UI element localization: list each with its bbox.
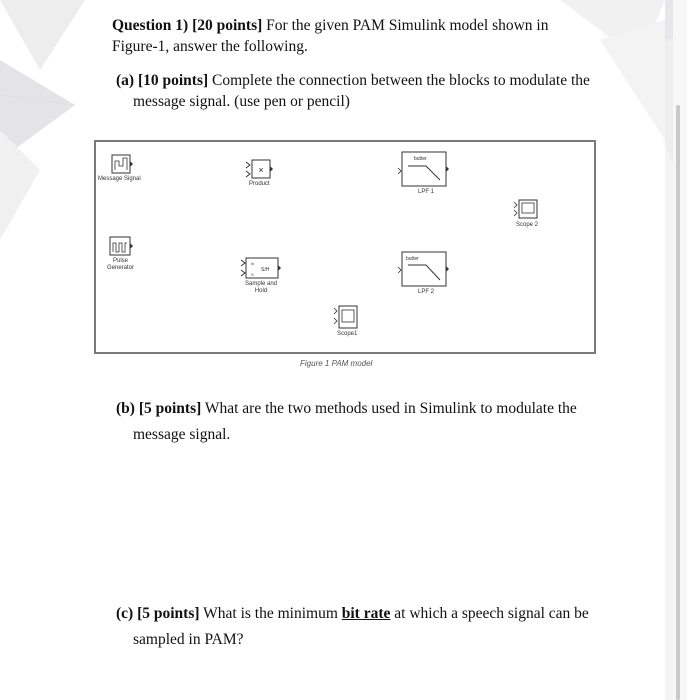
pulse-generator-label	[107, 258, 134, 272]
lpf1-block	[398, 152, 449, 186]
pulse-generator-block	[110, 237, 133, 255]
part-c-label: (c) [5 points]	[116, 605, 200, 622]
scope1-label: Scope1	[337, 331, 358, 337]
part-c	[116, 601, 606, 653]
part-c-text-before: What is the minimum	[199, 605, 342, 622]
lpf1-label: LPF 1	[418, 189, 435, 195]
question-title-text-1: For the given PAM Simulink model shown in	[262, 17, 549, 34]
sample-hold-label	[245, 281, 277, 295]
product-block	[246, 160, 273, 178]
part-c-bit-rate: bit rate	[341, 605, 391, 622]
part-b-text-1: What are the two methods used in Simulink to modulate the	[201, 400, 577, 417]
sample-hold-block	[241, 258, 281, 278]
lpf2-butter-text: butter	[406, 256, 419, 262]
part-c-text-after: at which a speech signal can be	[390, 605, 589, 622]
part-a	[116, 70, 596, 112]
message-signal-block	[112, 155, 133, 173]
pulse-generator-label-1: Pulse	[113, 258, 129, 264]
scrollbar[interactable]	[673, 0, 687, 700]
question-title-bold: Question 1) [20 points]	[112, 17, 263, 34]
scope1-block	[334, 306, 357, 328]
question-title-text-2: Figure-1, answer the following.	[112, 38, 308, 55]
product-symbol: ×	[258, 165, 264, 175]
part-a-text-1: Complete the connection between the blocks to modulate the	[208, 72, 590, 89]
question-title	[112, 15, 582, 57]
part-a-label: (a) [10 points]	[116, 72, 209, 89]
sh-s-port: S	[251, 272, 254, 277]
part-a-text-2: message signal. (use pen or pencil)	[133, 93, 350, 110]
lpf2-block	[398, 252, 449, 286]
simulink-figure	[94, 140, 596, 354]
sample-hold-label-2: Hold	[254, 288, 268, 294]
part-c-text-2: sampled in PAM?	[133, 631, 244, 648]
message-signal-label: Message Signal	[98, 176, 141, 182]
scope2-label: Scope 2	[516, 222, 539, 228]
sh-text: S/H	[261, 267, 270, 273]
scrollbar-thumb[interactable]	[676, 105, 680, 700]
scope2-block	[514, 200, 537, 218]
sample-hold-label-1: Sample and	[245, 281, 278, 287]
part-b-label: (b) [5 points]	[116, 400, 202, 417]
part-b	[116, 396, 596, 448]
figure-caption: Figure 1 PAM model	[300, 359, 373, 368]
part-b-text-2: message signal.	[133, 426, 231, 443]
simulink-diagram	[96, 142, 594, 352]
lpf1-butter-text: butter	[414, 156, 427, 162]
pulse-generator-label-2: Generator	[107, 265, 135, 271]
product-label: Product	[249, 181, 270, 187]
lpf2-label: LPF 2	[418, 289, 435, 295]
sh-in-port: In	[251, 261, 255, 266]
